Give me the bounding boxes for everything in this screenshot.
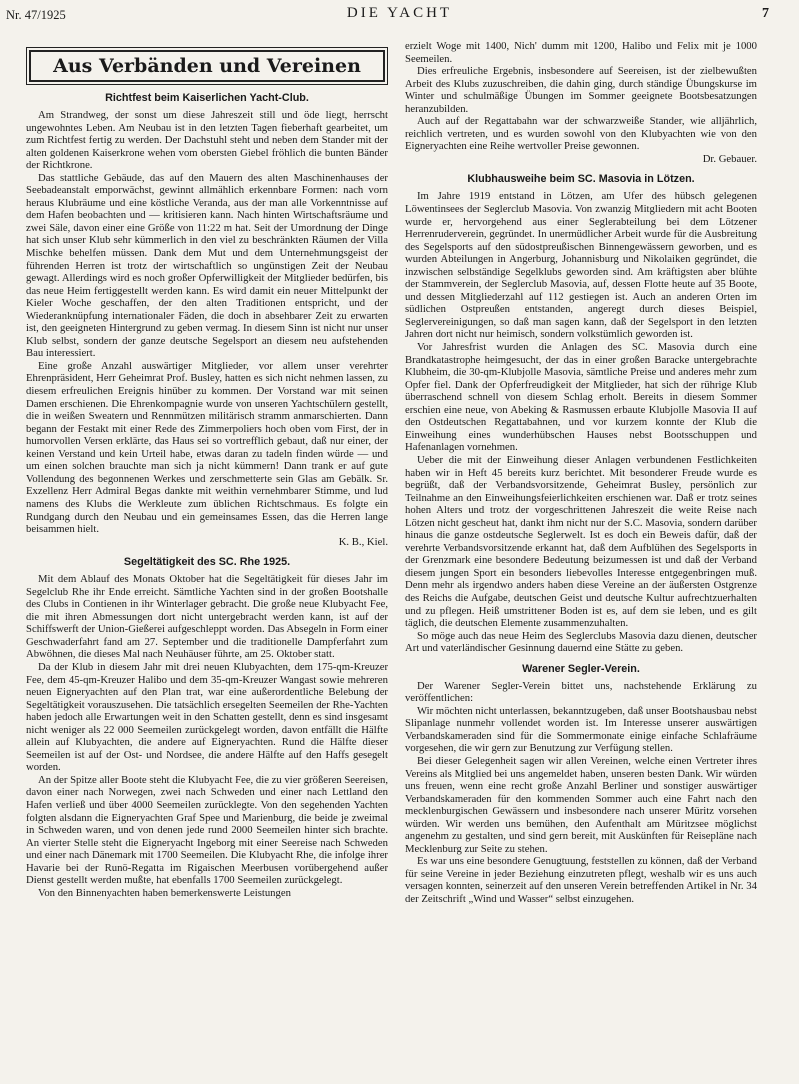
article-paragraph: Wir möchten nicht unterlassen, bekanntzugeben, daß unser Bootshausbau nebst Slipanlage nunmehr vollendet worden ist. Im Interesse unserer auswärtigen Verbandskameraden sind für die Sommermonate einige einfache Schlafräume vorgesehen, die wir gern zur Benutzung zur Verfügung stellen. bbox=[405, 704, 757, 755]
magazine-title: DIE YACHT bbox=[346, 5, 453, 21]
article-paragraph: Im Jahre 1919 entstand in Lötzen, am Ufer des hübsch gelegenen Löwentinsees der Seglerclub Masovia. Von zwanzig Mitgliedern mit acht Booten wurde er, hervorgehend aus einer Seglerabteilung bei dem Lötzener Herrenruderverein, gegründet. In unermüdlicher Arbeit wurde für die Ausbreitung des Segelsports auf den südostpreußischen Binnengewässern geworben, und es wurden Abteilungen in Angerburg, Johannisburg und Nikolaiken gegründet, die inzwischen selbständige Segelklubs geworden sind. Am kräftigsten aber blühte der Stammverein, der Seglerclub Masovia, auf, dessen Flotte heute auf 35 Boote, und dessen Mitgliederzahl auf 112 gestiegen ist. Auch an anderen Orten im südlichen Ostpreußen entstanden, angeregt durch dieses Beispiel, Seglervereinigungen, so daß man sagen kann, daß der Segelsport in den letzten Jahren dort nicht nur heimisch, sondern volkstümlich geworden ist. bbox=[405, 190, 757, 341]
article-signature: Dr. Gebauer. bbox=[702, 152, 757, 165]
article-heading-rhe: Segeltätigkeit des SC. Rhe 1925. bbox=[123, 556, 291, 569]
article-paragraph: Bei dieser Gelegenheit sagen wir allen Vereinen, welche einen Vertreter ihres Vereins als Mitglied bei uns angemeldet haben, unseren besten Dank. Wir würden uns freuen, wenn eine recht große Anzahl Berliner und sonstiger auswärtiger Verbandskameraden für den kommenden Sommer auch eine Fahrt nach den mecklenburgischen Gewässern und insbesondere nach unserer Müritz vorsehen würden. Wir werden uns bemühen, den Aufenthalt am Müritzsee möglichst angenehm zu gestalten, und sind gern bereit, mit Auskünften für Reisepläne nach Mecklenburg zur Seite zu stehen. bbox=[405, 754, 757, 855]
article-paragraph: Dies erfreuliche Ergebnis, insbesondere auf Seereisen, ist der zielbewußten Arbeit des Klubs zuzuschreiben, die dahin ging, durch ständige Übungskurse im Winter und schulmäßige Übungen im Sommer geeignete Bootsbesatzungen heranzubilden. bbox=[405, 65, 757, 115]
section-box-title: Aus Verbänden und Vereinen bbox=[29, 50, 385, 82]
article-paragraph: Ueber die mit der Einweihung dieser Anlagen verbundenen Festlichkeiten haben wir in Heft 45 bereits kurz berichtet. Mit besonderer Freude wurde es begrüßt, daß der Verbandsvorsitzende, Geheimrat Busley, persönlich zur Teilnahme an den Einweihungsfeierlichkeiten erschienen war. Daß er trotz seines hohen Alters und trotz der vorgeschrittenen Jahreszeit die weite Reise nach Lötzen nicht gescheut hat, dankt ihm nicht nur der S.C. Masovia, sondern darüber hinaus die ganze ostdeutsche Seglerwelt. Ist es doch ein Beweis dafür, daß der verehrte Verbandsvorsitzende erkannt hat, daß dem Aufblühen des Segelsports in der Grenzmark eine besondere Bedeutung beizumessen ist und daß der Verband diesem jungen Sport ein besonders liebevolles Interesse entgegenbringen muß. Denn mehr als irgendwo anders haben diese Vereine an der äußersten Ostgrenze des Reichs die Aufgabe, deutschen Geist und deutsche Kultur aufrechtzuerhalten und zu pflegen. Heiß umstrittener Boden ist es, auf dem sie leben, und es gilt täglich, die deutschen Elemente zusammenzuhalten. bbox=[405, 453, 757, 630]
page-number: 7 bbox=[762, 6, 769, 21]
article-paragraph: An der Spitze aller Boote steht die Klubyacht Fee, die zu vier größeren Seereisen, davon einer nach Norwegen, zwei nach Schweden und einer nach Lettland den Hafen verließ und über 4000 Seemeilen zurücklegte. Von den segehenden Yachten folgten alsdann die Eigneryachten Graf Spee und Marienburg, die beide je zweimal in Schweden waren, und von denen jede rund 2000 Seemeilen hinter sich brachte. An vierter Stelle steht die Eigneryacht Ingeborg mit einer Seereise nach Schweden und einer nach Dänemark mit 1700 Seemeilen. Die Klubyacht Rhe, die infolge ihrer Havarie bei der Runö-Regatta im Rigaischen Meerbusen vorübergehend außer Dienst gestellt werden mußte, hat ebenfalls 1700 Seemeilen zurückgelegt. bbox=[26, 773, 388, 887]
article-paragraph: Das stattliche Gebäude, das auf den Mauern des alten Maschinenhauses der Seebadeanstalt emporwächst, gewinnt allmählich erkennbare Formen: nach vorn heraus Klubräume und eine köstliche Veranda, aus der man alle Vorkenntnisse auf dem Hafen beobachten und — kritisieren kann. Nach hinten Wirtschaftsräume und zwei Säle, davon einer eine Größe von 11:22 m hat. Seit der Umordnung der Dinge hat sich unser Klub sehr kümmerlich in den viel zu beschränkten Räumen der Villa Mischke behelfen müssen. Dank dem Mut und dem Unternehmungsgeist der führenden Herren ist trotz der wirtschaftlich so ungünstigen Zeit der Neubau gewagt. Allerdings wird es noch großer Opferwilligkeit der Mitglieder bedürfen, bis das neue Heim fertiggestellt werden kann. Es wird damit ein neuer Mittelpunkt der Kieler Woche geschaffen, der den alten Traditionen entspricht, und der Wiederanknüpfung internationaler Fäden, die doch in absehbarer Zeit zu erwarten ist, den geeigneten Hintergrund zu geben vermag. In diesem Sinn ist nicht nur unser Klub selbst, sondern der ganze deutsche Segelsport an diesem neu aufstehenden Bau interessiert. bbox=[26, 171, 388, 360]
left-column bbox=[26, 47, 388, 899]
issue-number: Nr. 47/1925 bbox=[6, 8, 66, 22]
article-paragraph: Der Warener Segler-Verein bittet uns, nachstehende Erklärung zu veröffentlichen: bbox=[405, 679, 757, 705]
article-paragraph: Eine große Anzahl auswärtiger Mitglieder, vor allem unser verehrter Ehrenpräsident, Herr Geheimrat Prof. Busley, hatten es sich nicht nehmen lassen, zu diesem erfreulichen Ereignis hinüber zu kommen. Der Vorstand war mit seinen Damen erschienen. Die Ehrenkompagnie wurde von unseren Yachtschülern gestellt, die in weißen Sweatern und Rennmützen militärisch stramm anmarschierten. Dann begann der Festakt mit einer Rede des Zimmerpoliers hoch oben vom First, der in humorvollen Versen erklärte, das Haus sei so vortrefflich gebaut, daß nur einer, der keinen Verstand und kein Urteil habe, etwas daran zu tadeln finden würde — und um einen solchen brauchte man sich ja nicht kümmern! Dann trank er auf gute Vollendung des begonnenen Werkes und zerschmetterte sein Glas am Gebälk. Sr. Exzellenz Herr Admiral Begas dankte mit weithin vernehmbarer Stimme, und lud namens des Klubs die Werkleute zum üblichen Richtschmaus. Es folgte ein Rundgang durch den Neubau und ein gemeinsames Essen, das die Herren lange beisammen hielt. bbox=[26, 359, 388, 536]
article-paragraph: Da der Klub in diesem Jahr mit drei neuen Klubyachten, dem 175-qm-Kreuzer Fee, dem 45-qm-Kreuzer Halibo und dem 35-qm-Kreuzer Wangast sowie mehreren neuen Eigneryachten auf den Plan trat, war eine außerordentliche Belebung der Segeltätigkeit vorauszusehen. Die tatsächlich ersegelten Seemeilen der Rhe-Yachten haben jedoch alle Erwartungen weit in den Schatten gestellt, denn es sind insgesamt nicht weniger als 22 000 Seemeilen zurückgelegt worden, davon entfällt die Hälfte allein auf Klubyachten, die andere auf Eigneryachten. Rund die Hälfte dieser Seemeilen ist auf der Ost- und Nordsee, die andere Hälfte auf den Haffs gesegelt worden. bbox=[26, 660, 388, 774]
article-paragraph: Am Strandweg, der sonst um diese Jahreszeit still und öde liegt, herrscht ungewohntes Leben. Am Neubau ist in den letzten Tagen fieberhaft gearbeitet, um zum Richtfest fertig zu werden. Der Dachstuhl steht und neben dem Stander mit der alten goldenen Kaiserkrone wehen vom obersten Giebel fröhlich die bunten Bänder der Richtkrone. bbox=[26, 109, 388, 172]
article-heading-masovia: Klubhausweihe beim SC. Masovia in Lötzen. bbox=[467, 173, 695, 186]
article-signature: K. B., Kiel. bbox=[338, 535, 388, 548]
article-heading-richtfest: Richtfest beim Kaiserlichen Yacht-Club. bbox=[105, 92, 309, 104]
article-paragraph: Vor Jahresfrist wurden die Anlagen des SC. Masovia durch eine Brandkatastrophe heimgesucht, der das in einer großen Baracke untergebrachte Klubheim, die 30-qm-Klubjolle Masovia, sämtliche Preise und anderes mehr zum Opfer fiel. Dank der Opferfreudigkeit der Mitglieder, hat sich der rührige Klub überraschend schnell von diesem Schlag erholt. Bereits in diesem Sommer erschien eine neue, von Abeking & Rasmussen erbaute Klubjolle Masovia II auf den Ostdeutschen Regattabahnen, und vor kurzem konnte der Klub die Einweihung eines wunderhübschen Hauses nebst Bootsschuppen und Hafenanlagen vornehmen. bbox=[405, 341, 757, 454]
article-paragraph: Auch auf der Regattabahn war der schwarzweiße Stander, wie alljährlich, reichlich vertreten, und es wurden sowohl von den Klubyachten wie von den Eigneryachten eine Reihe wertvoller Preise gewonnen. bbox=[405, 115, 757, 153]
article-paragraph: Mit dem Ablauf des Monats Oktober hat die Segeltätigkeit für dieses Jahr im Segelclub Rhe ihr Ende erreicht. Sämtliche Yachten sind in der großen Bootshalle des Clubs in Contienen in ihr Winterlager gebracht. Die große neue Klubyacht Fee, die mit ihren Abmessungen dort nicht untergebracht werden kann, ist auf der Schiffswerft der Union-Gießerei aufgeschleppt worden. Das Absegeln in Form einer Geschwaderfahrt fand am 27. September und die traditionelle Dampferfahrt zum Abwöhnen, die dieses Mal nach Neuhäuser führte, am 25. Oktober statt. bbox=[26, 573, 388, 661]
right-column bbox=[405, 40, 757, 906]
article-paragraph: Von den Binnenyachten haben bemerkenswerte Leistungen bbox=[38, 886, 291, 899]
article-paragraph: Es war uns eine besondere Genugtuung, feststellen zu können, daß der Verband für seine Vereine in jeder Beziehung einzutreten pflegt, weshalb wir es uns auch versagen konnten, seinerzeit auf den unseren Verein betreffenden Artikel in Nr. 34 der Zeitschrift „Wind und Wasser“ selbst einzugehen. bbox=[405, 855, 757, 905]
article-paragraph: erzielt Woge mit 1400, Nich' dumm mit 1200, Halibo und Felix mit je 1000 Seemeilen. bbox=[405, 40, 757, 65]
article-heading-warener: Warener Segler-Verein. bbox=[522, 662, 640, 675]
article-paragraph: So möge auch das neue Heim des Seglerclubs Masovia dazu dienen, deutscher Art und vaterländischer Gesinnung dauernd eine Stätte zu geben. bbox=[405, 629, 757, 655]
page-header bbox=[0, 2, 799, 24]
